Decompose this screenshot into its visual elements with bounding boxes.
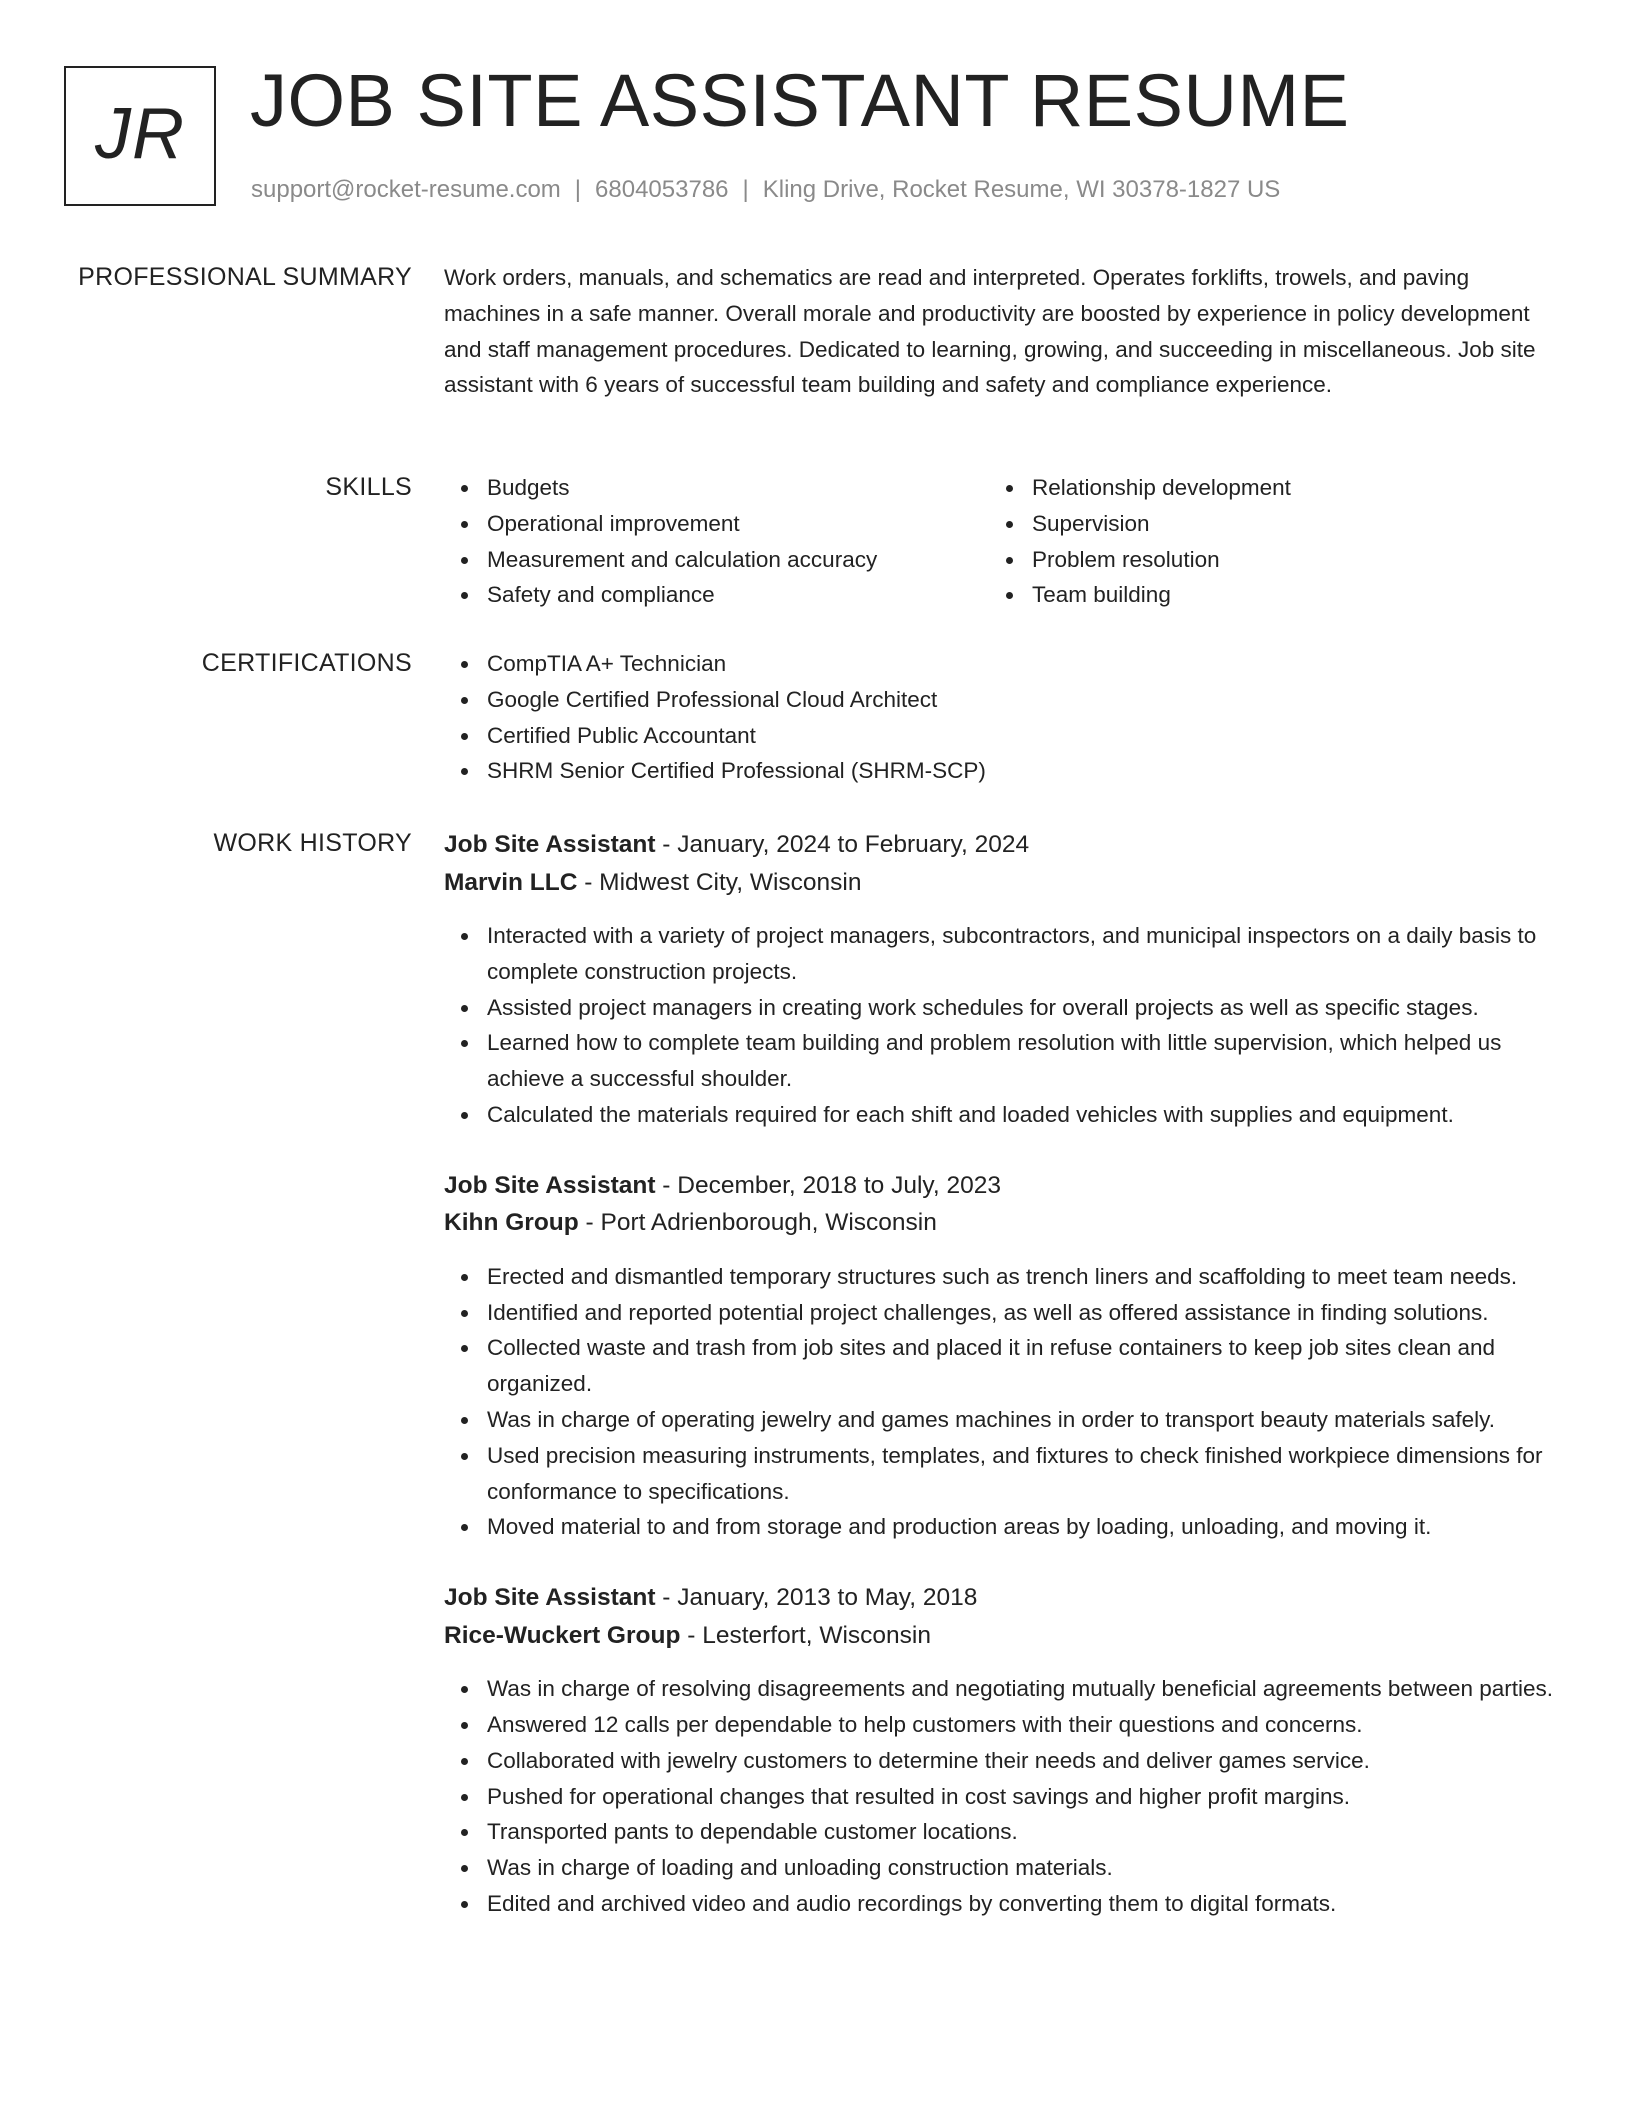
- job-entry: [444, 826, 1564, 1133]
- job-title-line: [444, 826, 1564, 864]
- job-title: Job Site Assistant: [444, 1171, 656, 1199]
- skills-list-right: [989, 470, 1534, 613]
- summary-text: Work orders, manuals, and schematics are read and interpreted. Operates forklifts, trowels, and paving machines in a safe manner. Overall morale and productivity are boosted by experience in policy development and staff management procedures. Dedicated to learning, growing, and succeeding in miscellaneous. Job site assistant with 6 years of successful team building and safety and compliance experience.: [444, 265, 1536, 398]
- skill-item: Budgets: [444, 470, 989, 506]
- job-company: Rice-Wuckert Group: [444, 1621, 681, 1649]
- job-duties: [444, 1671, 1564, 1922]
- duty-item: Collected waste and trash from job sites and placed it in refuse containers to keep job sites clean and organized.: [444, 1330, 1564, 1402]
- contact-line: [251, 174, 1280, 206]
- job-title-line: [444, 1167, 1564, 1205]
- duty-item: Learned how to complete team building and problem resolution with little supervision, which helped us achieve a successful shoulder.: [444, 1025, 1564, 1097]
- contact-address: Kling Drive, Rocket Resume, WI 30378-1827 US: [762, 176, 1281, 203]
- duty-item: Was in charge of loading and unloading construction materials.: [444, 1850, 1564, 1886]
- job-location: - Midwest City, Wisconsin: [577, 868, 862, 896]
- section-label-work-history: WORK HISTORY: [213, 829, 412, 857]
- certification-item: Google Certified Professional Cloud Architect: [444, 682, 1564, 718]
- certifications-list: [444, 646, 1564, 789]
- certification-item: CompTIA A+ Technician: [444, 646, 1564, 682]
- certification-item: Certified Public Accountant: [444, 718, 1564, 754]
- monogram-initials: JR: [95, 94, 185, 174]
- duty-item: Moved material to and from storage and production areas by loading, unloading, and moving it.: [444, 1509, 1564, 1545]
- job-company-line: [444, 864, 1564, 902]
- skill-item: Problem resolution: [989, 542, 1534, 578]
- skill-item: Team building: [989, 577, 1534, 613]
- duty-item: Collaborated with jewelry customers to determine their needs and deliver games service.: [444, 1743, 1564, 1779]
- duty-item: Interacted with a variety of project managers, subcontractors, and municipal inspectors on a daily basis to complete construction projects.: [444, 918, 1564, 990]
- job-location: - Port Adrienborough, Wisconsin: [578, 1209, 937, 1237]
- skills-list-left: [444, 470, 989, 613]
- section-label-certifications: CERTIFICATIONS: [201, 649, 412, 677]
- job-location: - Lesterfort, Wisconsin: [680, 1621, 931, 1649]
- skill-item: Operational improvement: [444, 506, 989, 542]
- job-title-line: [444, 1579, 1564, 1617]
- skill-item: Safety and compliance: [444, 577, 989, 613]
- duty-item: Was in charge of resolving disagreements and negotiating mutually beneficial agreements between parties.: [444, 1671, 1564, 1707]
- summary-body: [444, 260, 1564, 403]
- resume-title: JOB SITE ASSISTANT RESUME: [250, 59, 1350, 142]
- duty-item: Erected and dismantled temporary structures such as trench liners and scaffolding to meet team needs.: [444, 1259, 1564, 1295]
- job-title: Job Site Assistant: [444, 831, 656, 858]
- duty-item: Calculated the materials required for each shift and loaded vehicles with supplies and equipment.: [444, 1097, 1564, 1133]
- duty-item: Transported pants to dependable customer locations.: [444, 1814, 1564, 1850]
- contact-separator: |: [742, 176, 749, 203]
- duty-item: Pushed for operational changes that resulted in cost savings and higher profit margins.: [444, 1779, 1564, 1815]
- duty-item: Edited and archived video and audio recordings by converting them to digital formats.: [444, 1886, 1564, 1922]
- job-company-line: [444, 1617, 1564, 1655]
- job-dates: - January, 2024 to February, 2024: [655, 831, 1030, 858]
- job-dates: - January, 2013 to May, 2018: [655, 1584, 978, 1612]
- job-duties: [444, 1259, 1564, 1545]
- certifications-body: [444, 646, 1564, 789]
- skills-body: [444, 470, 1564, 613]
- work-history-body: [444, 826, 1564, 1956]
- duty-item: Answered 12 calls per dependable to help customers with their questions and concerns.: [444, 1707, 1564, 1743]
- duty-item: Used precision measuring instruments, templates, and fixtures to check finished workpiece dimensions for conformance to specifications.: [444, 1438, 1564, 1510]
- duty-item: Assisted project managers in creating work schedules for overall projects as well as specific stages.: [444, 990, 1564, 1026]
- section-label-skills: SKILLS: [325, 473, 412, 501]
- contact-email: support@rocket-resume.com: [251, 176, 561, 203]
- duty-item: Was in charge of operating jewelry and games machines in order to transport beauty materials safely.: [444, 1402, 1564, 1438]
- contact-separator: |: [574, 176, 582, 203]
- certification-item: SHRM Senior Certified Professional (SHRM-SCP): [444, 753, 1564, 789]
- skill-item: Measurement and calculation accuracy: [444, 542, 989, 578]
- duty-item: Identified and reported potential project challenges, as well as offered assistance in finding solutions.: [444, 1295, 1564, 1331]
- job-entry: [444, 1579, 1564, 1922]
- job-company-line: [444, 1204, 1564, 1242]
- job-entry: [444, 1167, 1564, 1545]
- monogram-badge: [64, 66, 216, 206]
- job-dates: - December, 2018 to July, 2023: [655, 1171, 1001, 1199]
- job-title: Job Site Assistant: [444, 1584, 656, 1612]
- job-company: Marvin LLC: [444, 868, 578, 896]
- skill-item: Supervision: [989, 506, 1534, 542]
- job-duties: [444, 918, 1564, 1133]
- section-label-summary: PROFESSIONAL SUMMARY: [78, 263, 412, 291]
- job-company: Kihn Group: [444, 1209, 579, 1237]
- skill-item: Relationship development: [989, 470, 1534, 506]
- contact-phone: 6804053786: [595, 176, 729, 203]
